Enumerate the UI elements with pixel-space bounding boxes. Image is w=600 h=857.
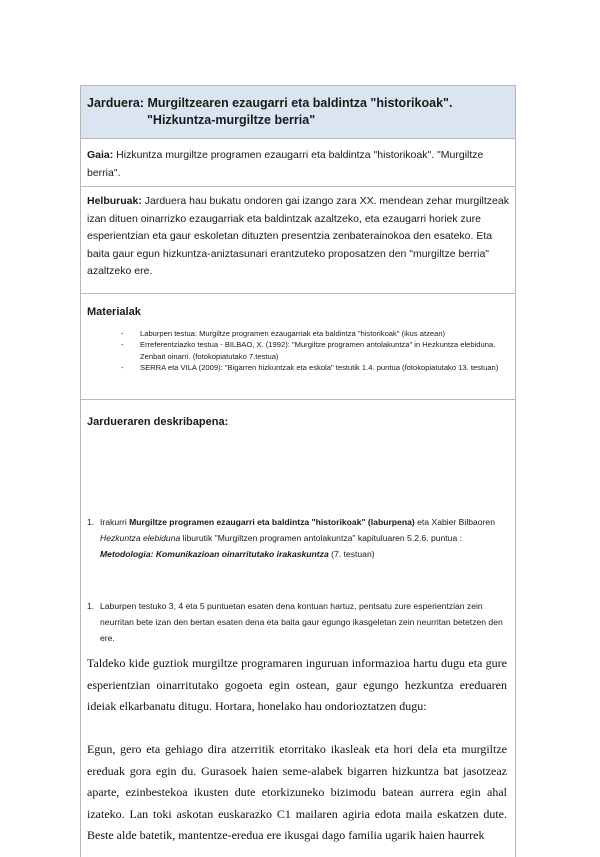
objectives-label: Helburuak:	[87, 195, 142, 207]
step-number: 1.	[87, 601, 95, 611]
materials-list	[121, 328, 511, 374]
answer-paragraph-1: Taldeko kide guztiok murgiltze programaren inguruan informazioa hartu dugu eta gure esperientzian oinarritutako gogoeta egin ostean, gaur egungo hezkuntza ereduaren ideiak elkarbanatu ditugu. Hortara, honelako hau ondorioztatzen dugu:	[87, 656, 507, 713]
materials-item	[121, 362, 511, 373]
topic-text: Hizkuntza murgiltze programen ezaugarri eta baldintza "historikoak". "Murgiltze berria".	[87, 149, 484, 179]
activity-title: Jarduera: Murgiltzearen ezaugarri eta baldintza "historikoak".	[87, 96, 453, 110]
objectives-text: Jarduera hau bukatu ondoren gai izango zara XX. mendean zehar murgiltzeak izan dituen oinarrizko ezaugarriak eta baldintzak azaltzeko, eta ezaugarri horiek zure esperientzian eta gaur eskoletan dituzten presentzia zenbaterainokoa den esateko. Eta baita gaur egun hizkuntza-aniztasunari erantzuteko proposatzen den "murgiltze berria" azaltzeko ere.	[87, 195, 509, 277]
topic-label: Gaia:	[87, 149, 114, 161]
materials-cell	[81, 293, 515, 399]
materials-item	[121, 339, 511, 362]
materials-heading: Materialak	[87, 306, 141, 318]
step-text: liburutik "Murgiltzen programen antolakuntza" kapituluaren 5.2.6. puntua :	[180, 533, 463, 543]
answer-paragraph-2: Egun, gero eta gehiago dira atzerritik etorritako ikasleak eta hori dela eta murgiltze ereduak gora egin du. Gurasoek haien seme-alabek bigarren hizkuntza bat jasotzeaz aparte, ezinbestekoa ikusten dute etorkizuneko bizimodu batean aurrera egin ahal izateko. Lan toki askotan euskarazko C1 mailaren agiria edota maila eskatzen dute. Beste alde batetik, mantentze-eredua ere ikusgai dago familia ugarik haien haurrek	[87, 742, 507, 842]
materials-item-text: Erreferentziazko testua - BILBAO, X. (1992): "Murgiltze programen antolakuntza" in Hezkuntza elebiduna. Zenbait oinarri. (fotokopiatutako 7.testua)	[140, 340, 496, 361]
step-bold-text: Murgiltze programen ezaugarri eta baldintza "historikoak" (laburpena)	[129, 517, 415, 527]
step-number: 1.	[87, 517, 95, 527]
dash-bullet: -	[121, 363, 124, 373]
topic-paragraph	[87, 147, 509, 182]
title-cell	[81, 85, 515, 138]
chapter-title: Metodologia: Komunikazioan oinarritutako irakaskuntza	[100, 549, 329, 559]
step-text: eta Xabier Bilbaoren	[414, 517, 495, 527]
description-heading: Jardueraren deskribapena:	[87, 416, 229, 428]
materials-item-text: Laburpen testua: Murgiltze programen ezaugarriak eta baldintza "historikoak" (ikus atzean)	[140, 329, 446, 338]
step-text: Irakurri	[100, 517, 130, 527]
dash-bullet: -	[121, 340, 124, 350]
step-one	[87, 514, 509, 562]
materials-item-text: SERRA eta VILA (2009): "Bigarren hizkuntzak eta eskola" testutik 1.4. puntua (fotokopiatutako 13. testuan)	[140, 363, 499, 373]
topic-cell	[81, 138, 515, 186]
objectives-paragraph	[87, 193, 509, 281]
book-title: Hezkuntza elebiduna	[100, 533, 181, 543]
objectives-cell	[81, 186, 515, 293]
materials-item	[121, 328, 511, 339]
activity-table	[80, 85, 516, 857]
step-text: (7. testuan)	[328, 549, 375, 559]
activity-subtitle: "Hizkuntza-murgiltze berria"	[147, 113, 316, 127]
dash-bullet: -	[121, 329, 124, 338]
step-two	[87, 598, 509, 646]
description-cell	[81, 399, 515, 857]
step-text: Laburpen testuko 3, 4 eta 5 puntuetan esaten dena kontuan hartuz, pentsatu zure esperientzian zein neurritan bete izan den bertan esaten dena eta baita gaur egungo ikasgeletan zein neurritan betetzen den ere.	[100, 601, 503, 643]
